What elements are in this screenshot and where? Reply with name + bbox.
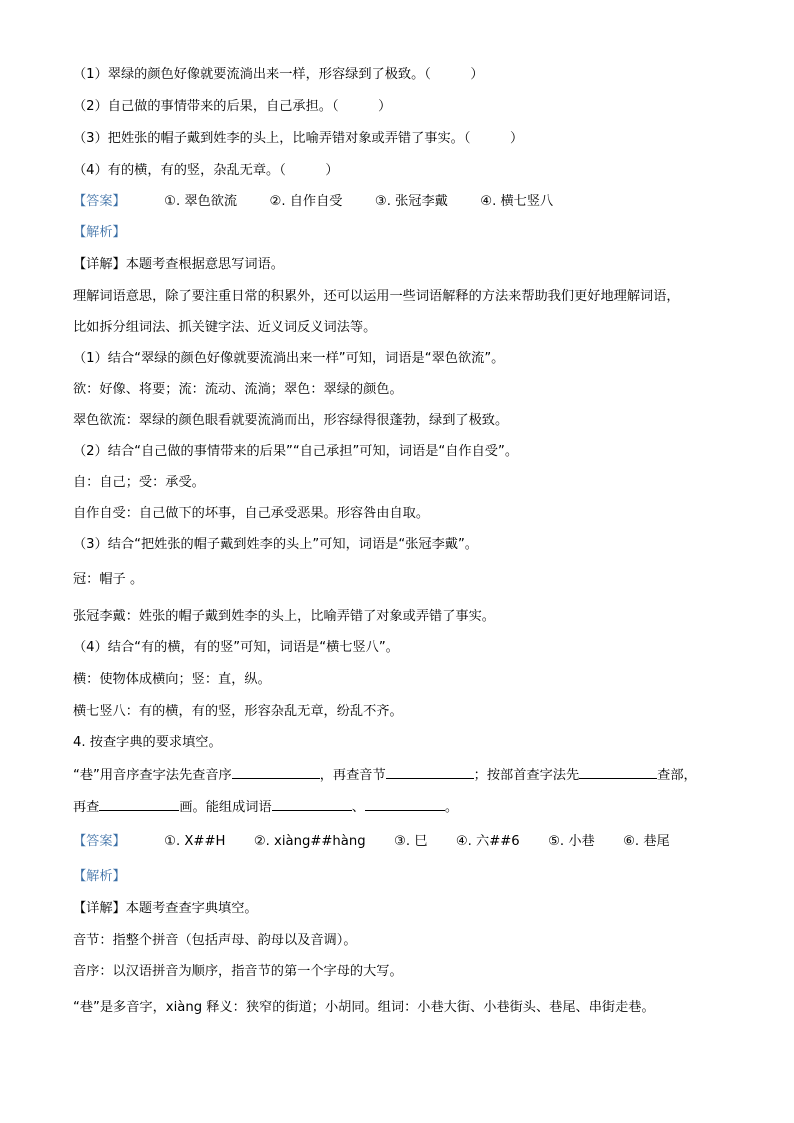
answer-label: 【答案】 [73,194,126,209]
q3-detail-label: 【详解】 [73,257,126,272]
q3-analysis-label: 【解析】 [73,225,126,240]
q3-answer-3: ③. 张冠李戴 [374,194,448,209]
q4-detail-intro-line [73,899,258,919]
q3-item-2: （2）自己做的事情带来的后果，自己承担。（ ） [73,99,392,114]
q4-detail-line-2: 音序：以汉语拼音为顺序，指音节的第一个字母的大写。 [73,964,403,979]
q3-detail-line-11: 张冠李戴：姓张的帽子戴到姓李的头上，比喻弄错了对象或弄错了事实。 [73,609,495,624]
q3-detail-intro: 本题考查根据意思写词语。 [125,257,284,272]
q3-detail-line-8: 自作自受：自己做下的坏事，自己承受恶果。形容咎由自取。 [73,506,430,521]
q3-item-1: （1）翠绿的颜色好像就要流淌出来一样，形容绿到了极致。（ ） [73,67,484,82]
q3-answer-2: ②. 自作自受 [269,194,343,209]
q4-answer-3: ③. 巳 [394,834,428,849]
blank-6[interactable] [365,797,445,811]
blank-4[interactable] [99,797,179,811]
q4-answer-2: ②. xiàng##hàng [253,834,366,849]
q4-title: 4. 按查字典的要求填空。 [73,735,222,750]
q3-detail-line-7: 自：自己；受：承受。 [73,475,205,490]
q3-detail-line-10: 冠：帽子 。 [73,572,144,587]
q3-answer-1: ①. 翠色欲流 [164,194,238,209]
q3-detail-line-6: （2）结合“自己做的事情带来的后果”“自己承担”可知，词语是“自作自受”。 [73,444,519,459]
blank-3[interactable] [579,765,657,779]
blank-5[interactable] [272,797,352,811]
q4-answer-row [73,832,670,852]
q3-detail-line-12: （4）结合“有的横，有的竖”可知，词语是“横七竖八”。 [73,640,399,655]
q4-text-2a: 再查 [73,800,100,815]
q3-detail-line-9: （3）结合“把姓张的帽子戴到姓李的头上”可知，词语是“张冠李戴”。 [73,537,478,552]
q4-answer-6: ⑥. 巷尾 [623,834,670,849]
q4-detail-label: 【详解】 [73,901,126,916]
q4-detail-line-1: 音节：指整个拼音（包括声母、韵母以及音调）。 [73,933,357,948]
q4-detail-intro: 本题考查查字典填空。 [125,901,258,916]
blank-2[interactable] [386,765,474,779]
q4-answer-label: 【答案】 [73,834,126,849]
q3-detail-line-13: 横：使物体成横向；竖：直，纵。 [73,672,271,687]
q4-line-1 [73,765,697,786]
q4-answer-5: ⑤. 小巷 [548,834,595,849]
q3-item-3: （3）把姓张的帽子戴到姓李的头上，比喻弄错对象或弄错了事实。（ ） [73,131,524,146]
q4-analysis-label: 【解析】 [73,869,126,884]
q3-detail-line-1: 理解词语意思，除了要注重日常的积累外，还可以运用一些词语解释的方法来帮助我们更好地理解词语， [73,289,680,304]
blank-1[interactable] [232,765,320,779]
q4-text-2d: 。 [444,800,459,815]
q3-detail-line-5: 翠色欲流：翠绿的颜色眼看就要流淌而出，形容绿得很蓬勃，绿到了极致。 [73,413,509,428]
q4-text-1b: ，再查音节 [319,768,386,783]
q4-text-1a: “巷”用音序查字法先查音序 [73,768,232,783]
q3-detail-line-14: 横七竖八：有的横，有的竖，形容杂乱无章，纷乱不齐。 [73,704,403,719]
q3-detail-line-3: （1）结合“翠绿的颜色好像就要流淌出来一样”可知，词语是“翠色欲流”。 [73,351,505,366]
q4-line-2 [73,797,458,818]
q4-answer-4: ④. 六##6 [455,834,520,849]
q4-text-1d: 查部， [657,768,697,783]
q4-detail-line-3: “巷”是多音字，xiàng 释义：狭窄的街道；小胡同。组词：小巷大街、小巷街头、巷尾、串街走巷。 [73,1000,655,1015]
q3-detail-line-2: 比如拆分组词法、抓关键字法、近义词反义词法等。 [73,320,377,335]
q4-text-1c: ；按部首查字法先 [473,768,580,783]
q4-text-2c: 、 [351,800,365,815]
q3-detail-line-4: 欲：好像、将要；流：流动、流淌；翠色：翠绿的颜色。 [73,382,403,397]
q3-answer-4: ④. 横七竖八 [480,194,554,209]
q3-detail-intro-line [73,255,284,275]
q4-answer-1: ①. X##H [164,834,226,849]
q3-item-4: （4）有的横，有的竖，杂乱无章。（ ） [73,163,339,178]
q3-answer-row [73,192,553,212]
q4-text-2b: 画。能组成词语 [179,800,272,815]
